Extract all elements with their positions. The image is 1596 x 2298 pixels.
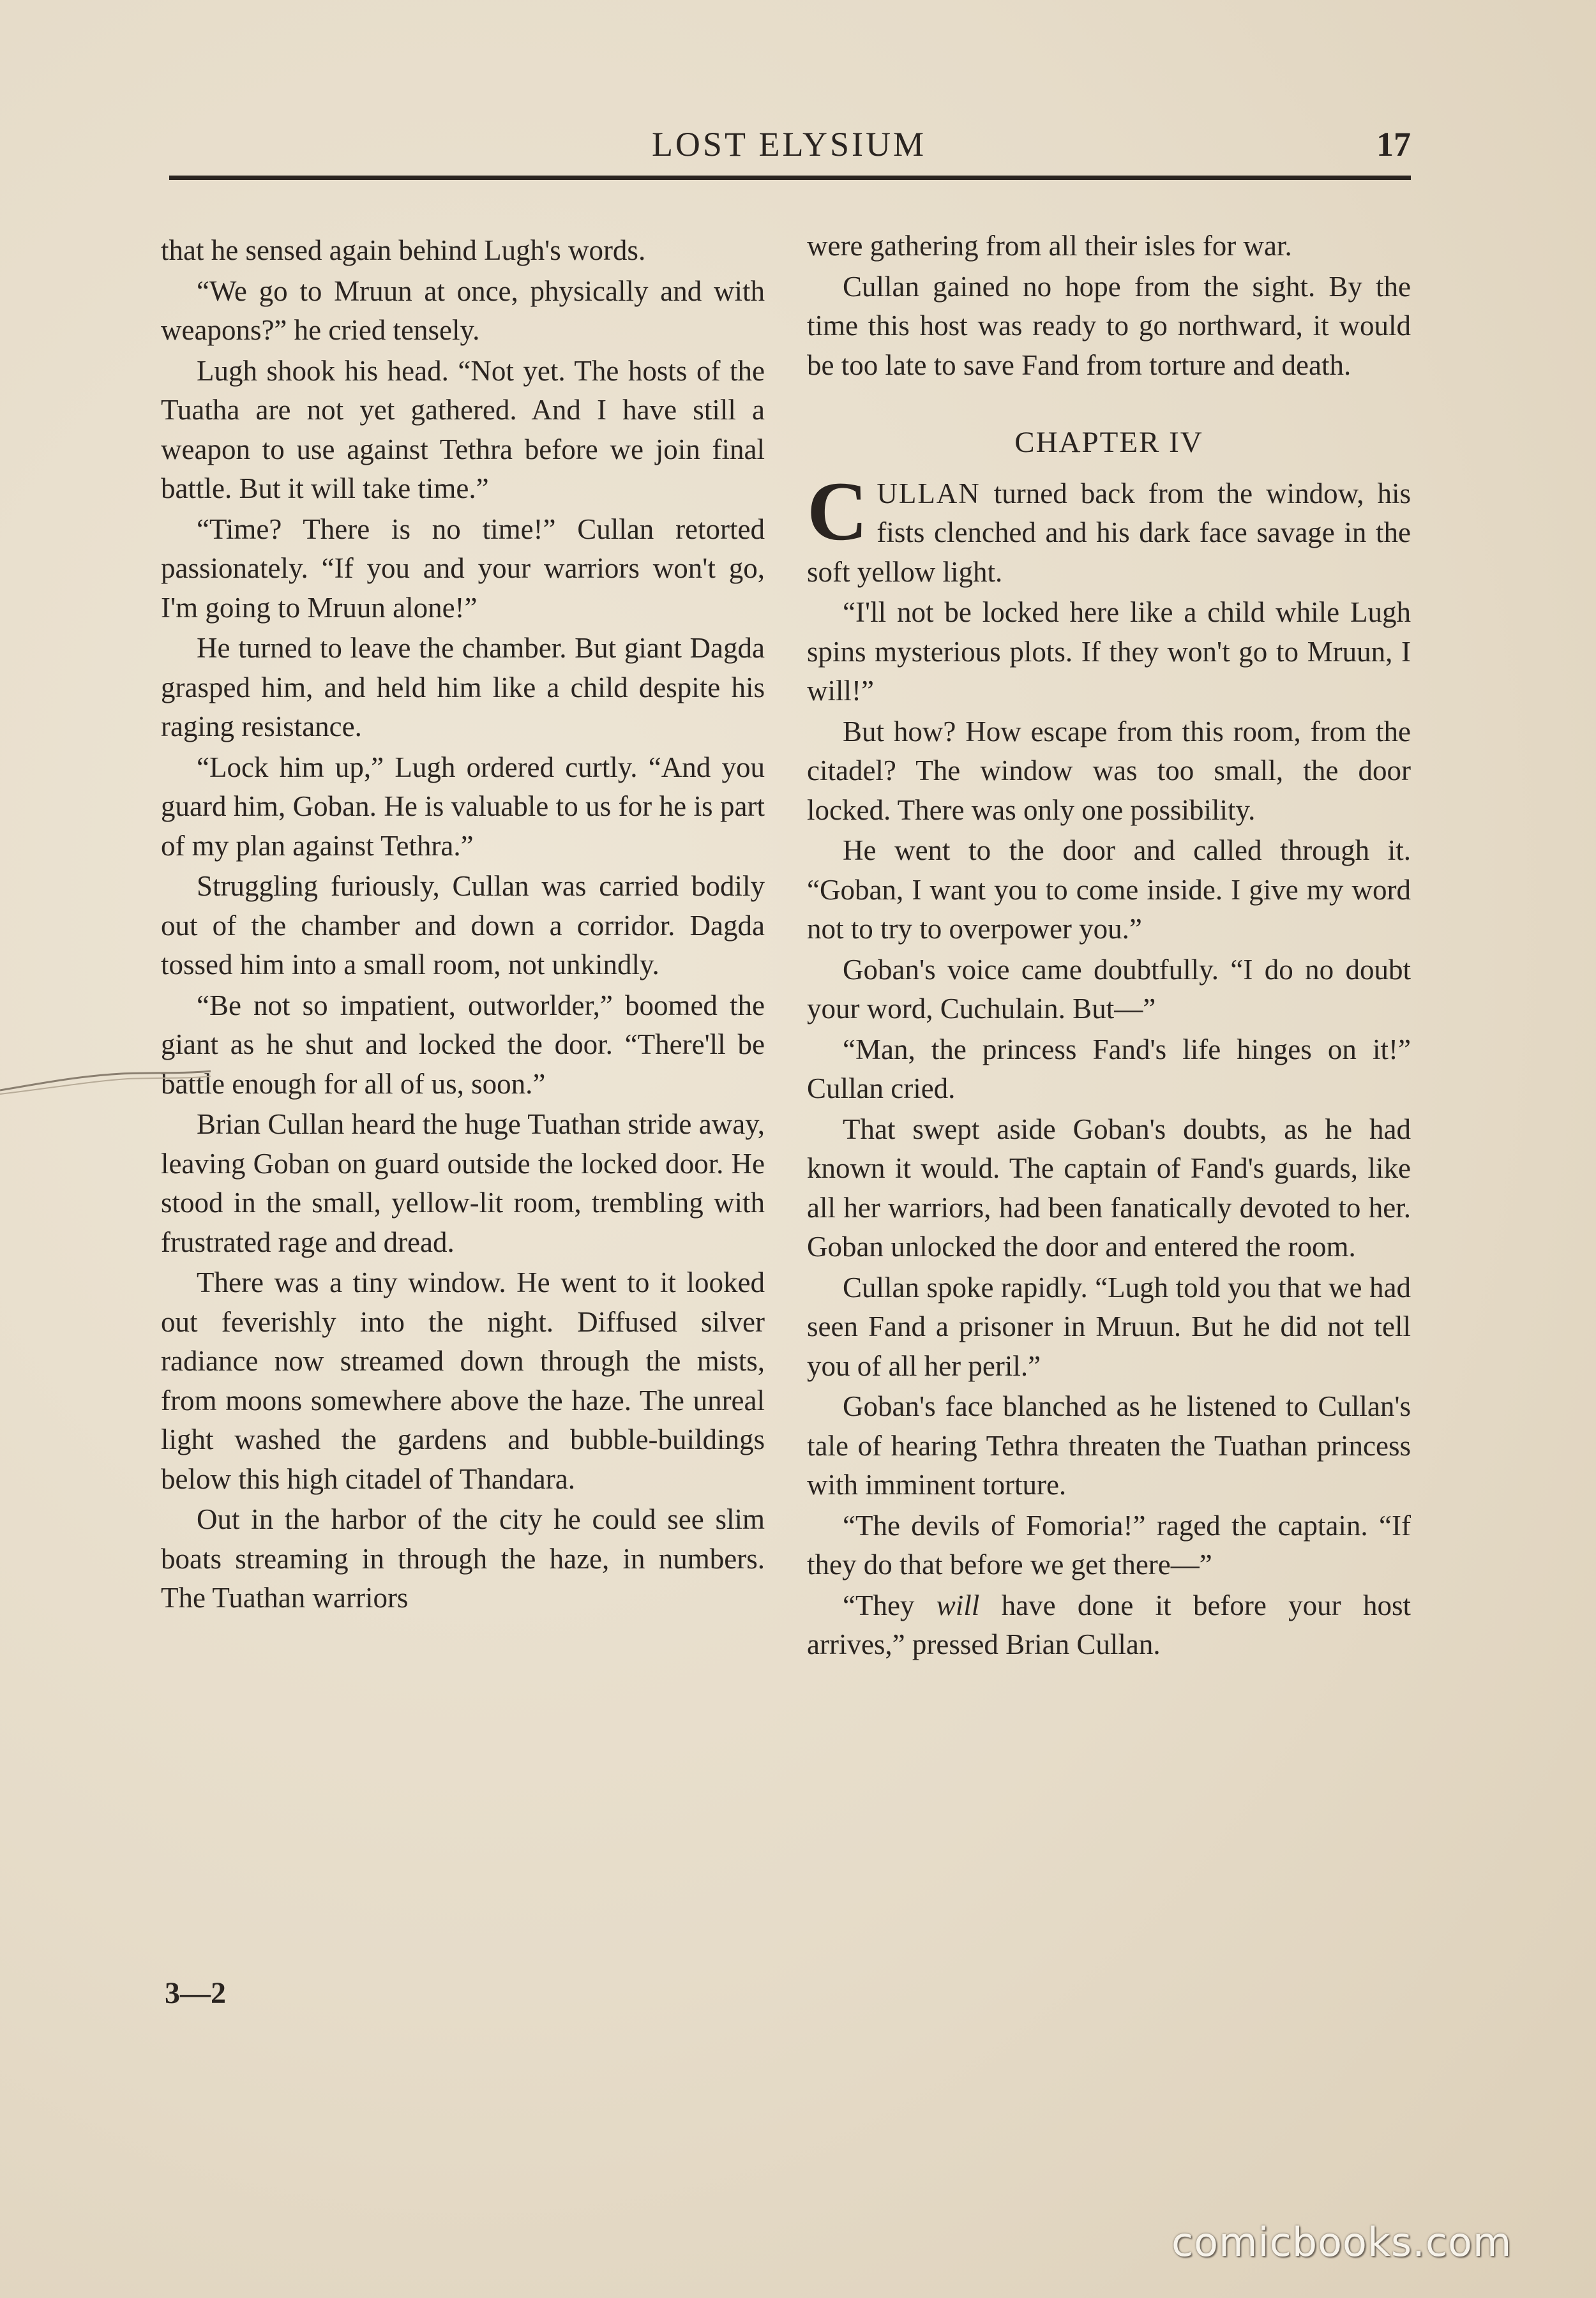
text-run: “They	[843, 1589, 937, 1621]
paragraph: “Be not so impatient, outworlder,” boomed the giant as he shut and locked the door. “There'll be battle enough for all of us, soon.”	[161, 989, 765, 1100]
paragraph: Out in the harbor of the city he could see slim boats streaming in through the haze, in numbers. The Tuathan warriors	[161, 1503, 765, 1614]
paragraph	[807, 1586, 1411, 1665]
header-rule	[169, 176, 1411, 180]
drop-cap: C	[807, 463, 868, 558]
paragraph: He went to the door and called through it. “Goban, I want you to come inside. I give my word not to try to overpower you.”	[807, 834, 1411, 945]
running-title: LOST ELYSIUM	[651, 125, 927, 163]
paragraph: “Man, the princess Fand's life hinges on it!” Cullan cried.	[807, 1033, 1411, 1104]
signature-mark: 3—2	[165, 1976, 226, 2010]
paper-tear	[0, 1065, 211, 1103]
paragraph: Goban's voice came doubtfully. “I do no doubt your word, Cuchulain. But—”	[807, 953, 1411, 1025]
paragraph: “Lock him up,” Lugh ordered curtly. “And you guard him, Goban. He is valuable to us for he is part of my plan against Tethra.”	[161, 751, 765, 862]
opening-text: turned back from the window, his fists clenched and his dark face savage in the soft yellow light.	[807, 477, 1411, 588]
paragraph: “I'll not be locked here like a child while Lugh spins mysterious plots. If they won't go to Mruun, I will!”	[807, 596, 1411, 707]
left-column	[161, 231, 765, 1619]
opening-small-caps: ULLAN	[877, 477, 981, 509]
running-head	[167, 124, 1411, 182]
paragraph: “Time? There is no time!” Cullan retorted passionately. “If you and your warriors won't go, I'm going to Mruun alone!”	[161, 513, 765, 624]
paragraph: Lugh shook his head. “Not yet. The hosts of the Tuatha are not yet gathered. And I have still a weapon to use against Tethra before we join final battle. But it will take time.”	[161, 354, 765, 504]
paragraph: Cullan gained no hope from the sight. By the time this host was ready to go northward, it would be too late to save Fand from torture and death.	[807, 270, 1411, 381]
paragraph: That swept aside Goban's doubts, as he had known it would. The captain of Fand's guards, like all her warriors, had been fanatically devoted to her. Goban unlocked the door and entered the room.	[807, 1113, 1411, 1263]
paragraph: But how? How escape from this room, from the citadel? The window was too small, the door locked. There was only one possibility.	[807, 715, 1411, 826]
paragraph: Brian Cullan heard the huge Tuathan stride away, leaving Goban on guard outside the locked door. He stood in the small, yellow-lit room, trembling with frustrated rage and dread.	[161, 1108, 765, 1258]
paragraph: There was a tiny window. He went to it looked out feverishly into the night. Diffused silver radiance now streamed down through the mists, from moons somewhere above the haze. The unreal light washed the gardens and bubble-buildings below this high citadel of Thandara.	[161, 1266, 765, 1495]
paragraph: were gathering from all their isles for war.	[807, 230, 1292, 262]
paragraph: that he sensed again behind Lugh's words.	[161, 234, 646, 266]
emphasis: will	[936, 1589, 980, 1621]
paragraph: “We go to Mruun at once, physically and with weapons?” he cried tensely.	[161, 274, 765, 346]
paragraph: “The devils of Fomoria!” raged the captain. “If they do that before we get there—”	[807, 1509, 1411, 1581]
site-watermark: comicbooks.com	[1171, 2219, 1512, 2265]
paragraph: Cullan spoke rapidly. “Lugh told you that we had seen Fand a prisoner in Mruun. But he did not tell you of all her peril.”	[807, 1271, 1411, 1382]
right-column	[807, 227, 1411, 1666]
page-number: 17	[1376, 125, 1411, 163]
paragraph: He turned to leave the chamber. But giant Dagda grasped him, and held him like a child despite his raging resistance.	[161, 632, 765, 742]
text-run: have done it before your host arrives,” pressed Brian Cullan.	[807, 1589, 1411, 1660]
paragraph: Struggling furiously, Cullan was carried bodily out of the chamber and down a corridor. Dagda tossed him into a small room, not unkindly.	[161, 870, 765, 980]
paragraph: Goban's face blanched as he listened to Cullan's tale of hearing Tethra threaten the Tuathan princess with imminent torture.	[807, 1390, 1411, 1501]
chapter-heading: CHAPTER IV	[1014, 426, 1203, 459]
chapter-opening-paragraph	[807, 463, 1411, 592]
